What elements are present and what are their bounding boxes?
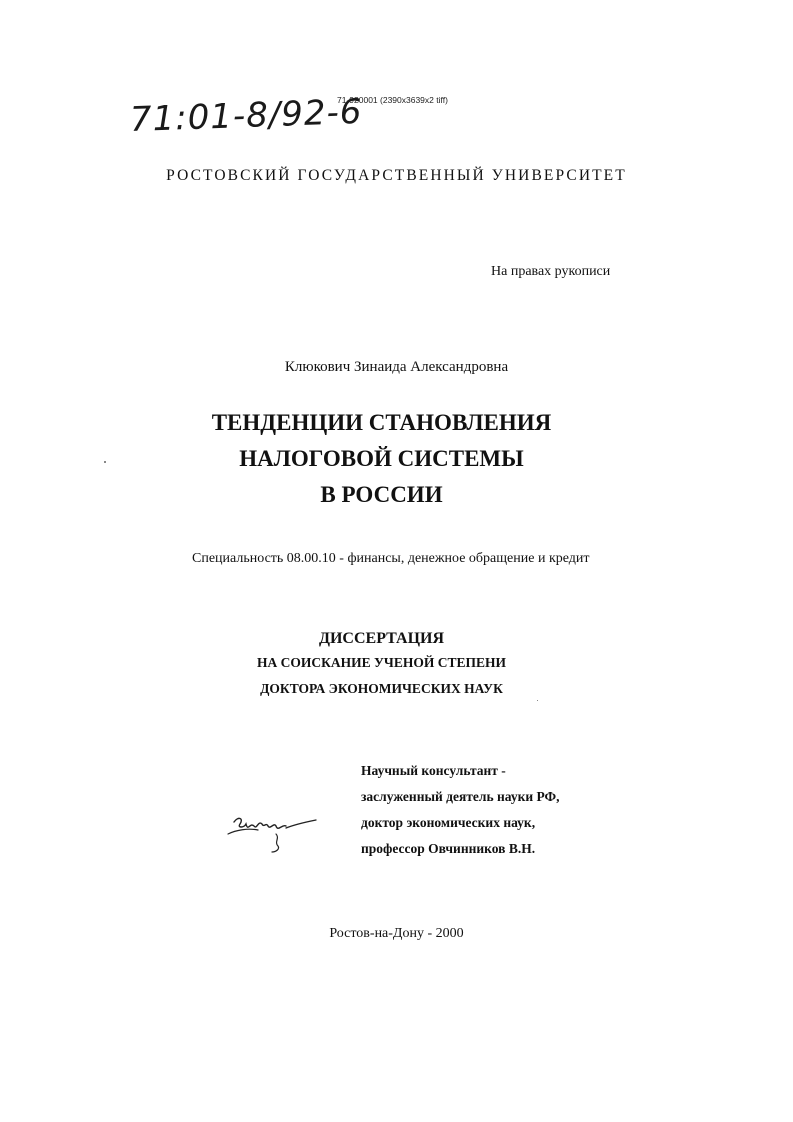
degree-line: ДИССЕРТАЦИЯ	[318, 630, 445, 647]
degree-line: НА СОИСКАНИЕ УЧЕНОЙ СТЕПЕНИ	[256, 655, 506, 670]
degree-line: ДОКТОРА ЭКОНОМИЧЕСКИХ НАУК	[260, 681, 503, 696]
author-name: Клюкович Зинаида Александровна	[284, 359, 509, 375]
scan-speck	[537, 700, 538, 701]
signature	[224, 808, 324, 856]
title-line: ТЕНДЕНЦИИ СТАНОВЛЕНИЯ	[211, 410, 552, 435]
consultant-line: профессор Овчинников В.Н.	[361, 841, 536, 856]
consultant-line: заслуженный деятель науки РФ,	[361, 789, 560, 804]
dissertation-degree	[0, 628, 793, 702]
consultant-line: Научный консультант -	[361, 763, 506, 778]
handwritten-code: 71:01-8/92-6	[129, 91, 364, 140]
dissertation-title	[0, 405, 793, 513]
scan-meta: 71-920001 (2390x3639x2 tiff)	[337, 95, 448, 105]
consultant-line: доктор экономических наук,	[361, 815, 536, 830]
scientific-consultant	[361, 758, 560, 862]
scan-speck	[104, 461, 106, 463]
title-line: НАЛОГОВОЙ СИСТЕМЫ	[239, 446, 524, 471]
place-and-year: Ростов-на-Дону - 2000	[329, 926, 464, 941]
manuscript-note: На правах рукописи	[491, 264, 611, 279]
university-name: РОСТОВСКИЙ ГОСУДАРСТВЕННЫЙ УНИВЕРСИТЕТ	[166, 167, 627, 184]
specialty: Специальность 08.00.10 - финансы, денежное обращение и кредит	[192, 551, 590, 566]
title-line: В РОССИИ	[320, 482, 443, 507]
